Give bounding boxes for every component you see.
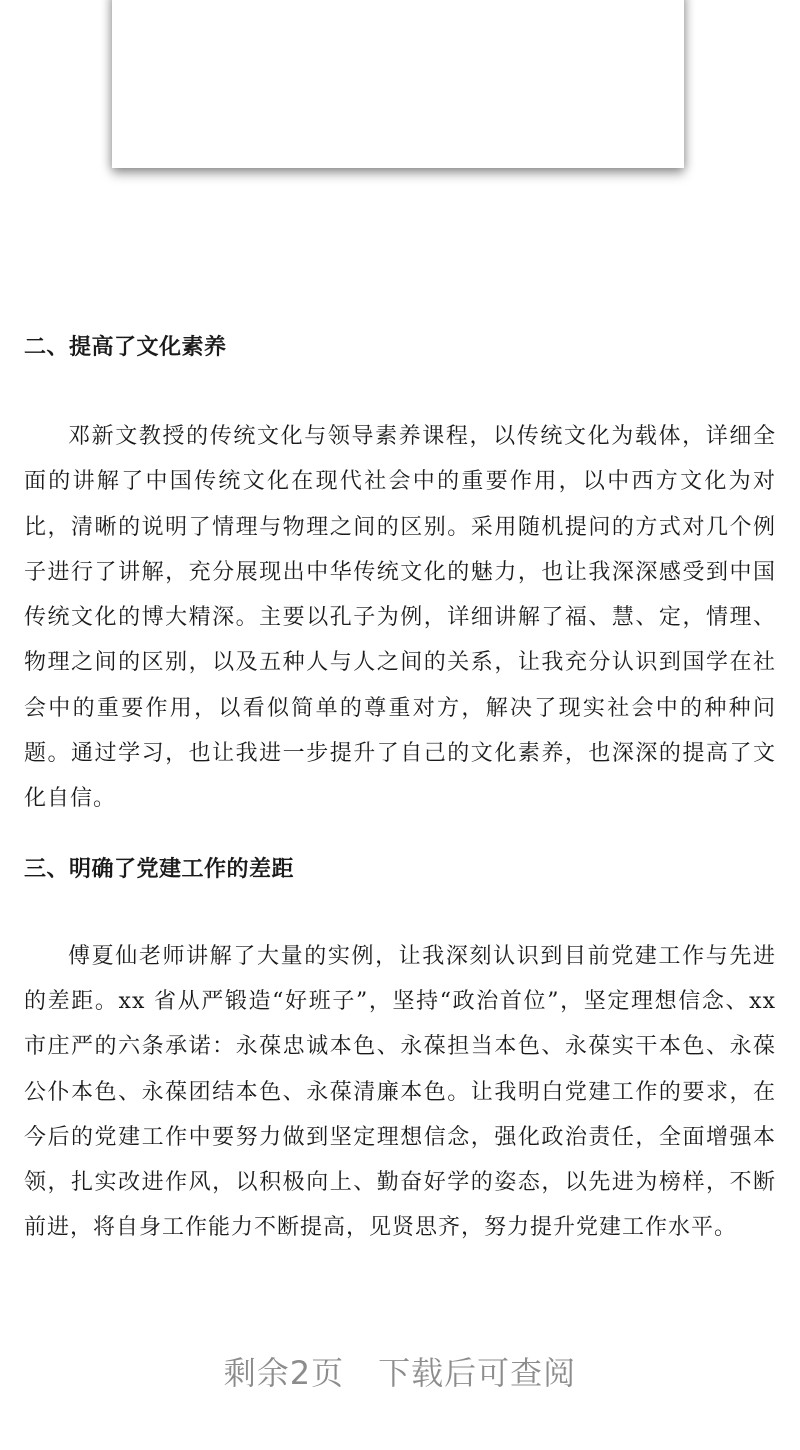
previous-page-card xyxy=(112,0,684,168)
download-prompt[interactable] xyxy=(0,1348,800,1394)
section-heading-party-building: 三、明确了党建工作的差距 xyxy=(24,856,295,882)
section-paragraph-culture: 邓新文教授的传统文化与领导素养课程，以传统文化为载体，详细全面的讲解了中国传统文化在现代社会中的重要作用，以中西方文化为对比，清晰的说明了情理与物理之间的区别。采用随机提问的方式对几个例子进行了讲解，充分展现出中华传统文化的魅力，也让我深深感受到中国传统文化的博大精深。主要以孔子为例，详细讲解了福、慧、定，情理、物理之间的区别，以及五种人与人之间的关系，让我充分认识到国学在社会中的重要作用，以看似简单的尊重对方，解决了现实社会中的种种问题。通过学习，也让我进一步提升了自己的文化素养，也深深的提高了文化自信。 xyxy=(24,424,776,812)
download-to-view-label: 下载后可查阅 xyxy=(378,1354,577,1392)
document-body xyxy=(24,328,776,1251)
remaining-pages-label: 剩余2页 xyxy=(223,1354,345,1392)
section-heading-culture: 二、提高了文化素养 xyxy=(24,335,227,360)
section-paragraph-party-building: 傅夏仙老师讲解了大量的实例，让我深刻认识到目前党建工作与先进的差距。xx 省从严锻造“好班子”，坚持“政治首位”，坚定理想信念、xx 市庄严的六条承诺：永葆忠诚本色、永葆担当本色、永葆实干本色、永葆公仆本色、永葆团结本色、永葆清廉本色。让我明白党建工作的要求，在今后的党建工作中要努力做到坚定理想信念，强化政治责任，全面增强本领，扎实改进作风，以积极向上、勤奋好学的姿态，以先进为榜样，不断前进，将自身工作能力不断提高，见贤思齐，努力提升党建工作水平。 xyxy=(24,943,776,1241)
